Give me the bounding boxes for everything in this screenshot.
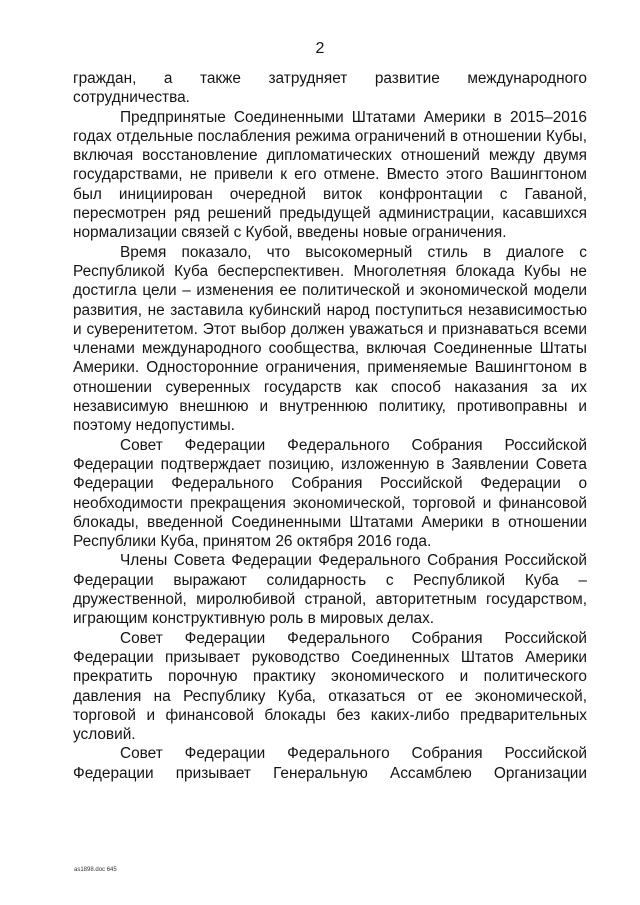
document-body [73,69,587,783]
paragraph-blockade-failure: Время показало, что высокомерный стиль в диалоге с Республикой Куба бесперспективен. Многолетняя блокада Кубы не достигла цели – изменения ее политической и экономической модели развития, не заставила кубинский народ поступиться независимостью и суверенитетом. Этот выбор должен уважаться и признаваться всеми членами международного сообщества, включая Соединенные Штаты Америки. Односторонние ограничения, применяемые Вашингтоном в отношении суверенных государств как способ наказания за их независимую внешнюю и внутреннюю политику, противоправны и поэтому недопустимы. [73,243,587,435]
paragraph-continuation: граждан, а также затрудняет развитие международного сотрудничества. [73,70,587,107]
paragraph-us-relaxations: Предпринятые Соединенными Штатами Америки в 2015–2016 годах отдельные послабления режима ограничений в отношении Кубы, включая восстановление дипломатических отношений между двумя государствами, не привели к его отмене. Вместо этого Вашингтоном был инициирован очередной виток конфронтации с Гаваной, пересмотрен ряд решений предыдущей администрации, касавшихся нормализации связей с Кубой, введены новые ограничения. [73,108,587,242]
paragraph-appeal-to-general-assembly: Совет Федерации Федерального Собрания Российской Федерации призывает Генеральную Ассамблею Организации [73,745,587,782]
paragraph-appeal-to-us: Совет Федерации Федерального Собрания Российской Федерации призывает руководство Соединенных Штатов Америки прекратить порочную практику экономического и политического давления на Республику Куба, отказаться от ее экономической, торговой и финансовой блокады без каких-либо предварительных условий. [73,629,587,744]
file-reference: as1898.doc 645 [74,867,117,873]
paragraph-solidarity: Члены Совета Федерации Федерального Собрания Российской Федерации выражают солидарность с Республикой Куба – дружественной, миролюбивой страной, авторитетным государством, играющим конструктивную роль в мировых делах. [73,552,587,628]
page-number: 2 [315,40,325,57]
paragraph-council-position: Совет Федерации Федерального Собрания Российской Федерации подтверждает позицию, изложенную в Заявлении Совета Федерации Федерального Собрания Российской Федерации о необходимости прекращения экономической, торговой и финансовой блокады, введенной Соединенными Штатами Америки в отношении Республики Куба, принятом 26 октября 2016 года. [73,436,587,551]
